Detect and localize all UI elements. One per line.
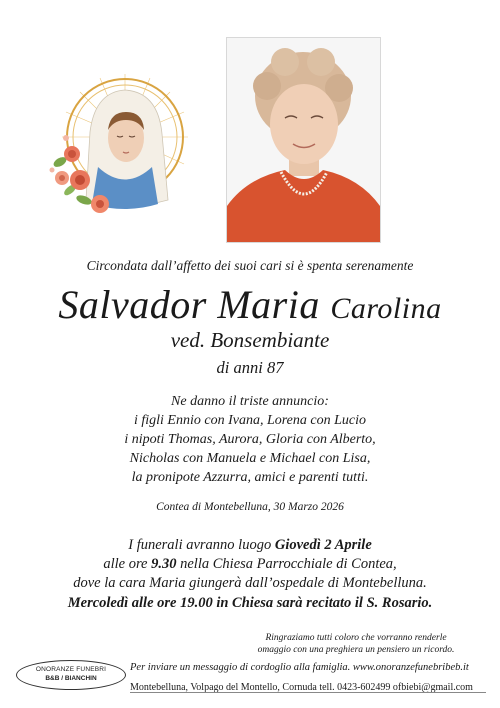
place-date: Contea di Montebelluna, 30 Marzo 2026: [156, 501, 344, 513]
deceased-name: [0, 282, 500, 332]
rosary-info: Mercoledì alle ore 19.00 in Chiesa sarà recitato il S. Rosario.: [67, 595, 433, 611]
logo-line-1: ONORANZE FUNEBRI: [35, 666, 107, 673]
funeral-line-2-text: alle ore: [103, 556, 152, 572]
contacts: Montebelluna, Volpago del Montello, Cornuda tell. 0423-602499 ofbiebi@gmail.com: [130, 682, 473, 693]
announcement-line: la pronipote Azzurra, amici e parenti tutti.: [131, 470, 369, 485]
condolence-text: Per inviare un messaggio di cordoglio alla famiglia.: [130, 662, 353, 673]
thanks-line-1: Ringraziamo tutti coloro che vorranno renderle: [265, 633, 447, 643]
deceased-name-main: Salvador Maria: [58, 282, 320, 327]
widow-of: ved. Bonsembiante: [170, 328, 330, 352]
thanks-line-2: omaggio con una preghiera un pensiero un ricordo.: [257, 645, 455, 655]
announcement-line: Ne danno il triste annuncio:: [171, 394, 329, 409]
funeral-date: Giovedì 2 Aprile: [274, 537, 372, 553]
announcement: [0, 392, 500, 487]
intro-text: Circondata dall’affetto dei suoi cari si è spenta serenamente: [86, 258, 414, 273]
funeral-line-2: [0, 555, 500, 574]
condolence-message: [130, 662, 482, 673]
deceased-name-extra: Carolina: [330, 292, 442, 325]
funeral-info: [0, 536, 500, 593]
madonna-image: [40, 72, 190, 222]
logo-line-2: B&B / BIANCHIN: [45, 675, 97, 682]
funeral-time: 9.30: [151, 556, 177, 572]
portrait-photo: [226, 37, 381, 243]
website-link[interactable]: www.onoranzefunebribeb.it: [352, 662, 469, 673]
funeral-line-2-suffix: nella Chiesa Parrocchiale di Contea,: [176, 556, 397, 572]
age: di anni 87: [216, 358, 284, 377]
funeral-line-1-text: I funerali avranno luogo: [128, 537, 275, 553]
funeral-line-1: [0, 536, 500, 555]
funeral-line-3: dove la cara Maria giungerà dall’ospedale di Montebelluna.: [73, 575, 427, 591]
funeral-home-logo: [16, 660, 126, 690]
footer-divider: [130, 692, 486, 693]
announcement-line: i figli Ennio con Ivana, Lorena con Lucio: [133, 413, 366, 428]
thanks-note: [236, 632, 476, 656]
announcement-line: i nipoti Thomas, Aurora, Gloria con Alberto,: [124, 432, 376, 447]
announcement-line: Nicholas con Manuela e Michael con Lisa,: [129, 451, 371, 466]
